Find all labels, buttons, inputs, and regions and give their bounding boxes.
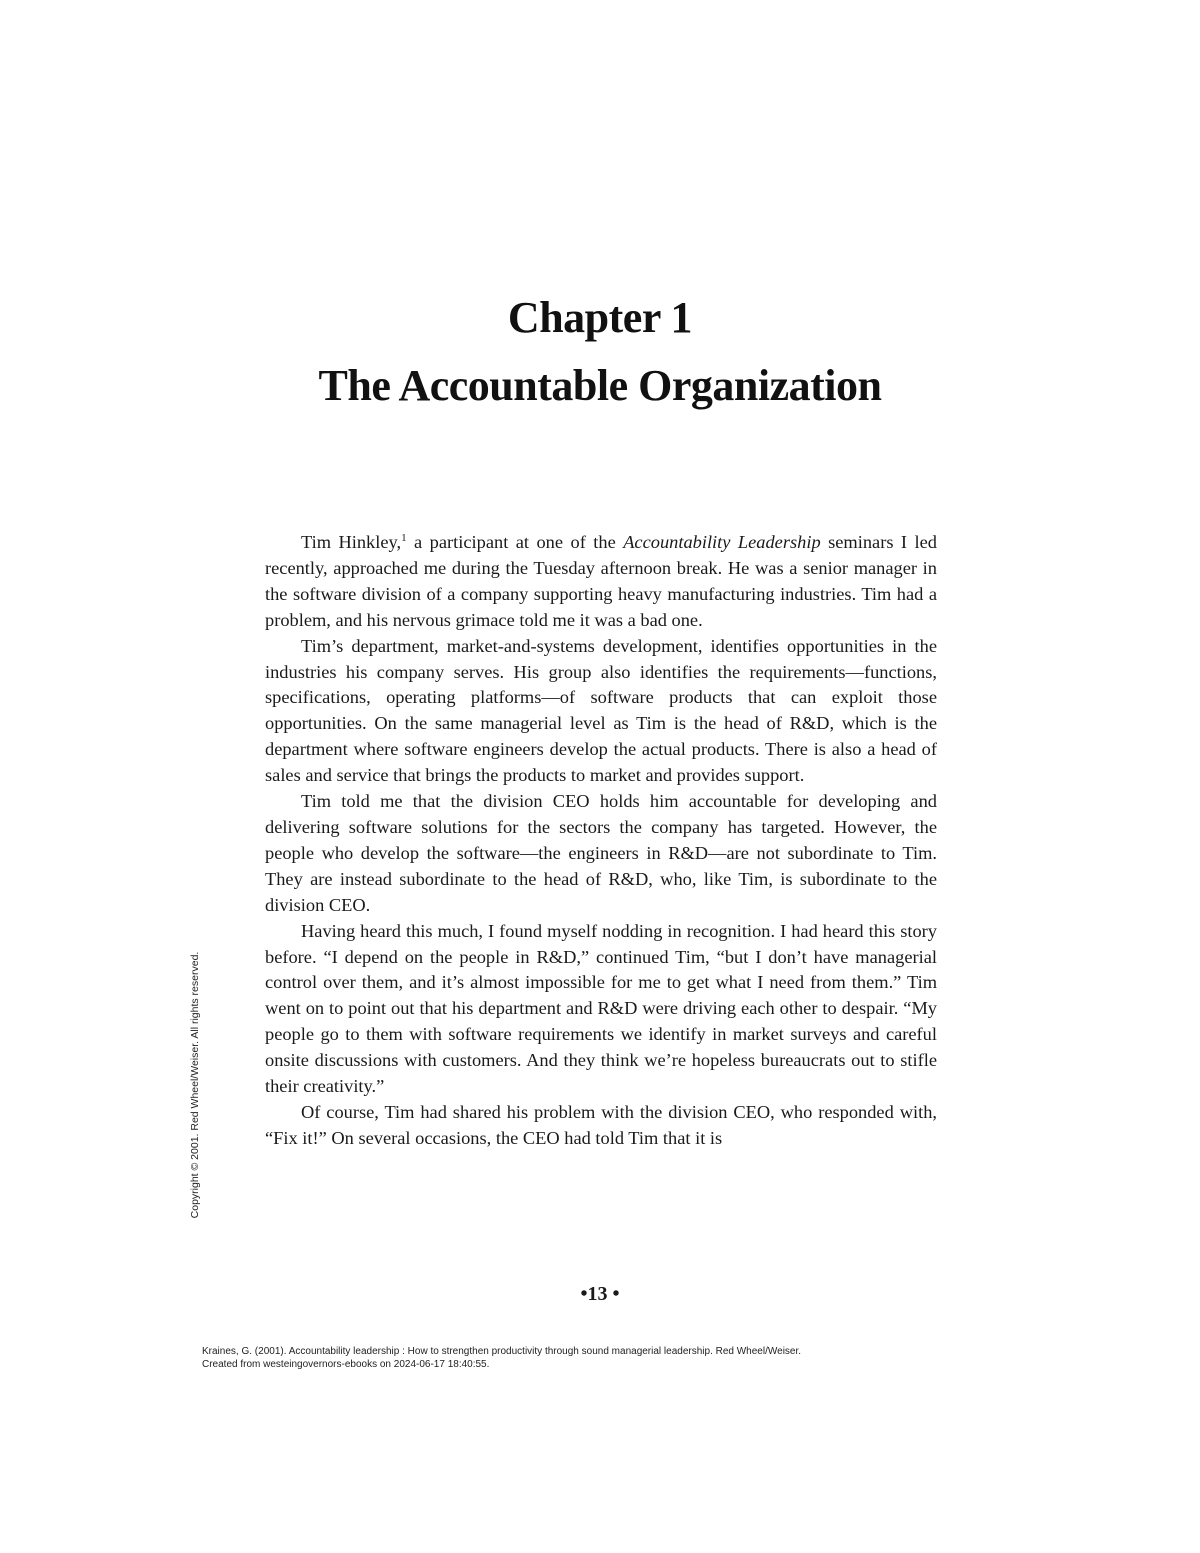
paragraph-1-middle: a participant at one of the [406, 532, 624, 552]
body-text [265, 530, 937, 1152]
paragraph-4: Having heard this much, I found myself nodding in recognition. I had heard this story before. “I depend on the people in R&D,” continued Tim, “but I don’t have managerial control over them, and it’s almost impossible for me to get what I need from them.” Tim went on to point out that his department and R&D were driving each other to despair. “My people go to them with software requirements we identify in market surveys and careful onsite discussions with customers. And they think we’re hopeless bureaucrats out to stifle their creativity.” [265, 920, 937, 1097]
citation-footer [202, 1345, 1102, 1371]
paragraph-5: Of course, Tim had shared his problem with the division CEO, who responded with, “Fix it!” On several occasions, the CEO had told Tim that it is [265, 1101, 937, 1148]
citation-line: Kraines, G. (2001). Accountability leadership : How to strengthen productivity through sound managerial leadership. Red Wheel/Weiser. [202, 1346, 802, 1357]
chapter-title: The Accountable Organization [318, 361, 882, 410]
seminar-title: Accountability Leadership [623, 532, 821, 552]
footnote-marker[interactable]: 1 [401, 531, 407, 544]
paragraph-3: Tim told me that the division CEO holds him accountable for developing and delivering software solutions for the sectors the company has targeted. However, the people who develop the software—the engineers in R&D—are not subordinate to Tim. They are instead subordinate to the head of R&D, who, like Tim, is subordinate to the division CEO. [265, 791, 937, 915]
copyright-notice: Copyright © 2001. Red Wheel/Weiser. All rights reserved. [189, 951, 201, 1219]
created-from-line: Created from westeingovernors-ebooks on 2024-06-17 18:40:55. [202, 1359, 490, 1370]
chapter-heading [0, 290, 1200, 414]
paragraph-1-end: seminars I led recently, approached me during the Tuesday afternoon break. He was a senior manager in the software division of a company supporting heavy manufacturing industries. Tim had a problem, and his nervous grimace told me it was a bad one. [265, 532, 937, 630]
paragraph-1-start: Tim Hinkley, [301, 532, 402, 552]
paragraph-2: Tim’s department, market-and-systems development, identifies opportunities in the industries his company serves. His group also identifies the requirements—functions, specifications, operating platforms—of software products that can exploit those opportunities. On the same managerial level as Tim is the head of R&D, which is the department where software engineers develop the actual products. There is also a head of sales and service that brings the products to market and provides support. [265, 635, 937, 786]
paragraph-1 [265, 530, 937, 634]
chapter-number: Chapter 1 [507, 293, 693, 342]
page-number: •13 • [580, 1283, 620, 1305]
